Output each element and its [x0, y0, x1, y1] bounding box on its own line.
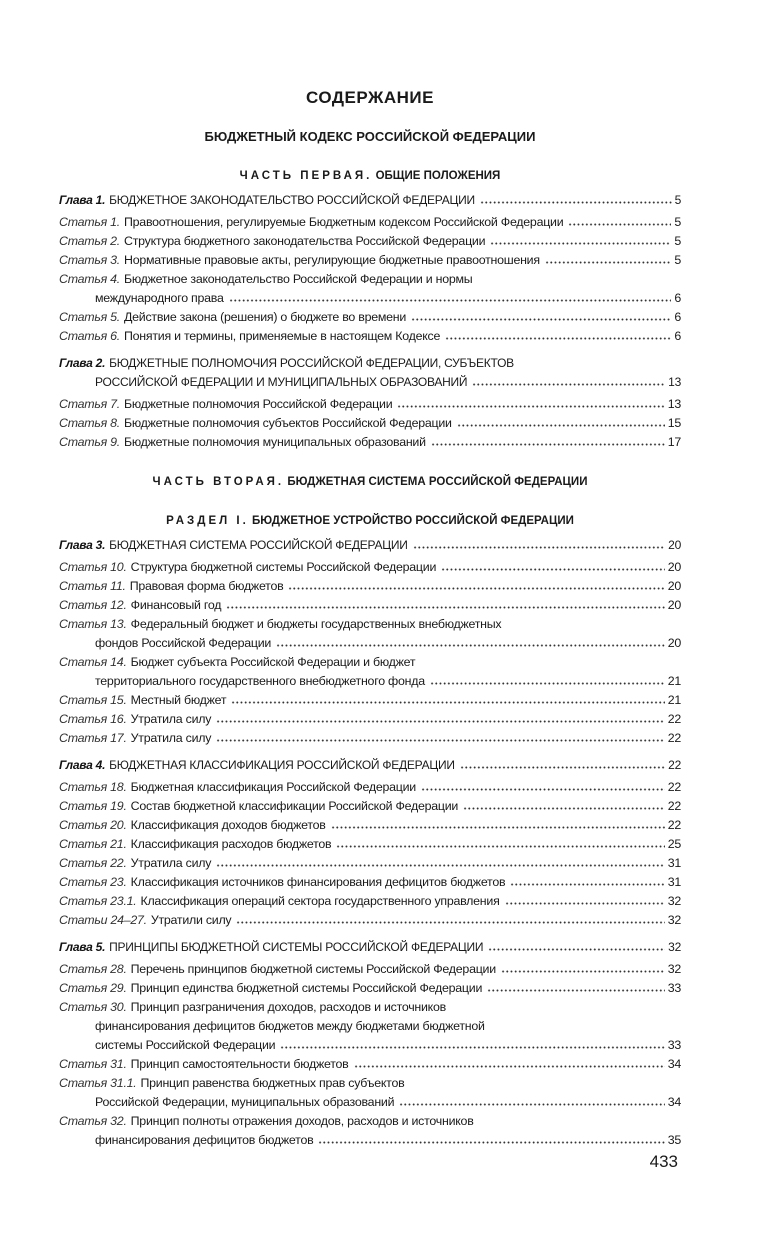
- article-title: Классификация источников финансирования дефицитов бюджетов: [130, 875, 506, 889]
- dot-leader: [216, 732, 665, 742]
- article-title: Правоотношения, регулируемые Бюджетным кодексом Российской Федерации: [124, 215, 564, 229]
- article-title: Принцип единства бюджетной системы Российской Федерации: [130, 981, 483, 995]
- toc-article-entry[interactable]: [59, 892, 681, 911]
- toc-article-entry[interactable]: [59, 816, 681, 835]
- toc-line: [59, 327, 681, 346]
- page-ref: 32: [667, 962, 681, 976]
- page-ref: 25: [667, 837, 681, 851]
- article-title: Состав бюджетной классификации Российской Федерации: [130, 799, 459, 813]
- document-title: БЮДЖЕТНЫЙ КОДЕКС РОССИЙСКОЙ ФЕДЕРАЦИИ: [204, 129, 536, 144]
- toc-line: [59, 835, 681, 854]
- toc-line: [59, 816, 681, 835]
- article-label: Статья 19.: [59, 799, 127, 813]
- dot-leader: [510, 876, 664, 886]
- chapter-group: [59, 756, 681, 930]
- toc-line: [59, 251, 681, 270]
- toc-line: [59, 354, 681, 373]
- page-ref: 6: [674, 291, 681, 305]
- chapter-group: [59, 536, 681, 748]
- toc-chapter-entry[interactable]: [59, 191, 681, 210]
- article-label: Статья 23.: [59, 875, 127, 889]
- article-title: Бюджет субъекта Российской Федерации и бюджет: [130, 655, 416, 669]
- dot-leader: [336, 838, 664, 848]
- toc-line: [59, 1017, 681, 1036]
- chapter-title: БЮДЖЕТНОЕ ЗАКОНОДАТЕЛЬСТВО РОССИЙСКОЙ ФЕДЕРАЦИИ: [109, 193, 475, 207]
- article-title: Бюджетные полномочия муниципальных образований: [124, 435, 426, 449]
- toc-line: [59, 577, 681, 596]
- dot-leader: [505, 895, 665, 905]
- toc-chapter-entry[interactable]: [59, 756, 681, 775]
- dot-leader: [288, 580, 664, 590]
- toc-line: [59, 213, 681, 232]
- article-label: Статья 29.: [59, 981, 127, 995]
- toc-line: [59, 1036, 681, 1055]
- toc-article-entry[interactable]: [59, 1074, 681, 1112]
- article-label: Статья 6.: [59, 329, 121, 343]
- article-title: финансирования дефицитов бюджетов между бюджетами бюджетной: [95, 1019, 485, 1033]
- toc-line: [59, 615, 681, 634]
- article-label: Статья 20.: [59, 818, 127, 832]
- article-label: Статья 7.: [59, 397, 121, 411]
- toc-article-entry[interactable]: [59, 691, 681, 710]
- article-title: Принцип самостоятельности бюджетов: [130, 1057, 349, 1071]
- article-label: Статья 31.1.: [59, 1076, 137, 1090]
- dot-leader: [501, 963, 665, 973]
- toc-line: [59, 729, 681, 748]
- dot-leader: [545, 254, 672, 264]
- dot-leader: [231, 694, 664, 704]
- article-label: Статья 2.: [59, 234, 121, 248]
- page-ref: 34: [667, 1057, 681, 1071]
- toc-article-entry[interactable]: [59, 327, 681, 346]
- page-ref: 34: [667, 1095, 681, 1109]
- dot-leader: [460, 759, 665, 769]
- toc-article-entry[interactable]: [59, 911, 681, 930]
- dot-leader: [480, 194, 672, 204]
- page-ref: 15: [667, 416, 681, 430]
- article-title: Бюджетная классификация Российской Федерации: [130, 780, 416, 794]
- toc-line: [59, 395, 681, 414]
- article-title: Бюджетные полномочия субъектов Российской Федерации: [124, 416, 452, 430]
- section-heading: [59, 512, 681, 530]
- toc-article-entry[interactable]: [59, 558, 681, 577]
- dot-leader: [430, 675, 665, 685]
- page-ref: 6: [674, 329, 681, 343]
- page-ref: 20: [667, 579, 681, 593]
- dot-leader: [445, 330, 671, 340]
- page-ref: 21: [667, 674, 681, 688]
- dot-leader: [280, 1039, 664, 1049]
- dot-leader: [568, 216, 671, 226]
- dot-leader: [411, 311, 671, 321]
- toc-line: [59, 289, 681, 308]
- article-label: Статья 12.: [59, 598, 127, 612]
- chapter-title: БЮДЖЕТНАЯ СИСТЕМА РОССИЙСКОЙ ФЕДЕРАЦИИ: [109, 538, 408, 552]
- page-ref: 5: [674, 234, 681, 248]
- article-title: Классификация доходов бюджетов: [130, 818, 326, 832]
- article-title: Структура бюджетной системы Российской Федерации: [130, 560, 437, 574]
- page-ref: 35: [667, 1133, 681, 1147]
- article-label: Статья 11.: [59, 579, 126, 593]
- toc-line: [59, 634, 681, 653]
- dot-leader: [226, 599, 664, 609]
- toc-article-entry[interactable]: [59, 232, 681, 251]
- toc-article-entry[interactable]: [59, 998, 681, 1055]
- article-title: Утратили силу: [150, 913, 232, 927]
- page-ref: 5: [674, 253, 681, 267]
- toc-article-entry[interactable]: [59, 979, 681, 998]
- article-label: Статья 8.: [59, 416, 121, 430]
- article-title: Действие закона (решения) о бюджете во времени: [124, 310, 407, 324]
- article-title: Финансовый год: [130, 598, 222, 612]
- toc-article-entry[interactable]: [59, 414, 681, 433]
- toc-chapter-entry[interactable]: [59, 536, 681, 555]
- page-ref: 32: [668, 940, 681, 954]
- page-ref: 20: [667, 636, 681, 650]
- toc-line: [59, 558, 681, 577]
- article-label: Статья 14.: [59, 655, 127, 669]
- chapter-title: ПРИНЦИПЫ БЮДЖЕТНОЙ СИСТЕМЫ РОССИЙСКОЙ ФЕДЕРАЦИИ: [109, 940, 484, 954]
- toc-article-entry[interactable]: [59, 395, 681, 414]
- section-heading-title: БЮДЖЕТНАЯ СИСТЕМА РОССИЙСКОЙ ФЕДЕРАЦИИ: [287, 476, 588, 488]
- toc-article-entry[interactable]: [59, 797, 681, 816]
- toc-article-entry[interactable]: [59, 433, 681, 452]
- section-heading-label: РАЗДЕЛ I.: [166, 515, 249, 527]
- article-label: Статья 23.1.: [59, 894, 137, 908]
- article-title: Утратила силу: [130, 712, 212, 726]
- article-title: территориального государственного внебюджетного фонда: [95, 674, 425, 688]
- toc-line: [59, 414, 681, 433]
- article-title: Нормативные правовые акты, регулирующие бюджетные правоотношения: [124, 253, 540, 267]
- toc-article-entry[interactable]: [59, 1112, 681, 1150]
- toc-article-entry[interactable]: [59, 710, 681, 729]
- toc-article-entry[interactable]: [59, 778, 681, 797]
- page-ref: 13: [668, 375, 681, 389]
- toc-line: [59, 433, 681, 452]
- toc-line: [59, 873, 681, 892]
- page-ref: 22: [667, 818, 681, 832]
- article-label: Статья 16.: [59, 712, 127, 726]
- dot-leader: [331, 819, 665, 829]
- toc-line: [59, 596, 681, 615]
- toc-line: [59, 1093, 681, 1112]
- toc-line: [59, 979, 681, 998]
- dot-leader: [276, 637, 665, 647]
- dot-leader: [318, 1134, 664, 1144]
- toc-line: [59, 1055, 681, 1074]
- page-ref: 22: [667, 731, 681, 745]
- toc-line: [59, 998, 681, 1017]
- section-heading-title: ОБЩИЕ ПОЛОЖЕНИЯ: [375, 170, 501, 182]
- dot-leader: [399, 1096, 664, 1106]
- article-label: Статья 9.: [59, 435, 121, 449]
- article-label: Статьи 24–27.: [59, 913, 147, 927]
- article-label: Статья 4.: [59, 272, 121, 286]
- dot-leader: [431, 436, 665, 446]
- article-title: Перечень принципов бюджетной системы Российской Федерации: [130, 962, 496, 976]
- dot-leader: [216, 713, 665, 723]
- article-label: Статья 18.: [59, 780, 127, 794]
- article-label: Статья 30.: [59, 1000, 127, 1014]
- section-heading: [59, 167, 681, 185]
- article-label: Статья 28.: [59, 962, 127, 976]
- article-title: Структура бюджетного законодательства Российской Федерации: [124, 234, 486, 248]
- toc-article-entry[interactable]: [59, 308, 681, 327]
- chapter-label: Глава 3.: [59, 538, 106, 552]
- toc-article-entry[interactable]: [59, 1055, 681, 1074]
- dot-leader: [413, 539, 666, 549]
- section-heading-label: ЧАСТЬ ПЕРВАЯ.: [239, 170, 373, 182]
- page-ref: 22: [668, 758, 681, 772]
- page-ref: 20: [667, 598, 681, 612]
- page-ref: 5: [674, 193, 681, 207]
- toc-line: [59, 797, 681, 816]
- article-label: Статья 1.: [59, 215, 121, 229]
- page-ref: 33: [667, 981, 681, 995]
- dot-leader: [229, 292, 672, 302]
- toc-line: [59, 373, 681, 392]
- toc-article-entry[interactable]: [59, 213, 681, 232]
- toc-article-entry[interactable]: [59, 615, 681, 653]
- article-title: финансирования дефицитов бюджетов: [95, 1133, 314, 1147]
- page-ref: 32: [667, 913, 681, 927]
- page-ref: 13: [667, 397, 681, 411]
- toc-line: [59, 756, 681, 775]
- article-title: фондов Российской Федерации: [95, 636, 272, 650]
- toc-line: [59, 308, 681, 327]
- toc-chapter-entry[interactable]: [59, 938, 681, 957]
- page-ref: 32: [667, 894, 681, 908]
- page-title: СОДЕРЖАНИЕ: [306, 88, 434, 107]
- chapter-title: РОССИЙСКОЙ ФЕДЕРАЦИИ И МУНИЦИПАЛЬНЫХ ОБРАЗОВАНИЙ: [95, 375, 468, 389]
- article-label: Статья 21.: [59, 837, 127, 851]
- chapter-group: [59, 938, 681, 1150]
- toc-article-entry[interactable]: [59, 854, 681, 873]
- toc-line: [59, 778, 681, 797]
- page-ref: 22: [667, 799, 681, 813]
- chapter-label: Глава 2.: [59, 356, 106, 370]
- article-title: Местный бюджет: [130, 693, 227, 707]
- article-label: Статья 17.: [59, 731, 127, 745]
- dot-leader: [490, 235, 671, 245]
- page-ref: 31: [667, 875, 681, 889]
- page-ref: 21: [667, 693, 681, 707]
- dot-leader: [487, 982, 665, 992]
- article-label: Статья 10.: [59, 560, 127, 574]
- article-title: Федеральный бюджет и бюджеты государственных внебюджетных: [130, 617, 502, 631]
- article-title: системы Российской Федерации: [95, 1038, 276, 1052]
- dot-leader: [354, 1058, 665, 1068]
- article-label: Статья 15.: [59, 693, 127, 707]
- toc-line: [59, 536, 681, 555]
- article-label: Статья 32.: [59, 1114, 127, 1128]
- article-label: Статья 22.: [59, 856, 127, 870]
- toc-article-entry[interactable]: [59, 835, 681, 854]
- page-number: 433: [649, 1152, 678, 1171]
- chapter-label: Глава 1.: [59, 193, 106, 207]
- dot-leader: [488, 941, 665, 951]
- toc-chapter-entry[interactable]: [59, 354, 681, 392]
- toc-article-entry[interactable]: [59, 873, 681, 892]
- article-label: Статья 13.: [59, 617, 127, 631]
- page-ref: 31: [667, 856, 681, 870]
- chapter-group: [59, 191, 681, 346]
- article-title: Классификация операций сектора государственного управления: [140, 894, 500, 908]
- toc-article-entry[interactable]: [59, 251, 681, 270]
- toc-line: [59, 653, 681, 672]
- toc-line: [59, 672, 681, 691]
- toc-line: [59, 691, 681, 710]
- section-heading-label: ЧАСТЬ ВТОРАЯ.: [152, 476, 285, 488]
- toc-line: [59, 710, 681, 729]
- article-label: Статья 5.: [59, 310, 121, 324]
- toc-article-entry[interactable]: [59, 653, 681, 691]
- toc-line: [59, 854, 681, 873]
- article-title: Понятия и термины, применяемые в настоящем Кодексе: [124, 329, 441, 343]
- page-ref: 33: [667, 1038, 681, 1052]
- chapter-title: БЮДЖЕТНЫЕ ПОЛНОМОЧИЯ РОССИЙСКОЙ ФЕДЕРАЦИИ, СУБЪЕКТОВ: [109, 356, 514, 370]
- page-ref: 6: [674, 310, 681, 324]
- article-title: Российской Федерации, муниципальных образований: [95, 1095, 395, 1109]
- toc-line: [59, 911, 681, 930]
- toc-line: [59, 1131, 681, 1150]
- section-heading-title: БЮДЖЕТНОЕ УСТРОЙСТВО РОССИЙСКОЙ ФЕДЕРАЦИИ: [251, 515, 574, 527]
- dot-leader: [421, 781, 665, 791]
- article-label: Статья 31.: [59, 1057, 127, 1071]
- page-ref: 20: [667, 560, 681, 574]
- article-title: Принцип равенства бюджетных прав субъектов: [140, 1076, 405, 1090]
- dot-leader: [236, 914, 664, 924]
- article-title: Принцип разграничения доходов, расходов и источников: [130, 1000, 446, 1014]
- toc-article-entry[interactable]: [59, 577, 681, 596]
- page-ref: 22: [667, 712, 681, 726]
- article-title: международного права: [95, 291, 224, 305]
- table-of-contents: [59, 86, 681, 1150]
- toc-line: [59, 191, 681, 210]
- toc-line: [59, 270, 681, 289]
- page-ref: 5: [674, 215, 681, 229]
- section-heading: [59, 473, 681, 491]
- article-label: Статья 3.: [59, 253, 121, 267]
- toc-line: [59, 232, 681, 251]
- toc-article-entry[interactable]: [59, 596, 681, 615]
- article-title: Бюджетное законодательство Российской Федерации и нормы: [124, 272, 473, 286]
- article-title: Правовая форма бюджетов: [129, 579, 284, 593]
- chapter-group: [59, 354, 681, 452]
- article-title: Классификация расходов бюджетов: [130, 837, 332, 851]
- dot-leader: [216, 857, 665, 867]
- dot-leader: [457, 417, 665, 427]
- toc-article-entry[interactable]: [59, 960, 681, 979]
- chapter-label: Глава 4.: [59, 758, 106, 772]
- toc-line: [59, 1074, 681, 1093]
- article-title: Утратила силу: [130, 856, 212, 870]
- dot-leader: [397, 398, 664, 408]
- dot-leader: [463, 800, 665, 810]
- article-title: Бюджетные полномочия Российской Федерации: [124, 397, 393, 411]
- toc-line: [59, 1112, 681, 1131]
- article-title: Утратила силу: [130, 731, 212, 745]
- toc-line: [59, 938, 681, 957]
- toc-line: [59, 960, 681, 979]
- article-title: Принцип полноты отражения доходов, расходов и источников: [130, 1114, 474, 1128]
- toc-article-entry[interactable]: [59, 270, 681, 308]
- page-ref: 22: [667, 780, 681, 794]
- dot-leader: [472, 376, 665, 386]
- dot-leader: [441, 561, 665, 571]
- toc-article-entry[interactable]: [59, 729, 681, 748]
- chapter-label: Глава 5.: [59, 940, 106, 954]
- chapter-title: БЮДЖЕТНАЯ КЛАССИФИКАЦИЯ РОССИЙСКОЙ ФЕДЕРАЦИИ: [109, 758, 455, 772]
- page-ref: 20: [668, 538, 681, 552]
- page-ref: 17: [667, 435, 681, 449]
- toc-line: [59, 892, 681, 911]
